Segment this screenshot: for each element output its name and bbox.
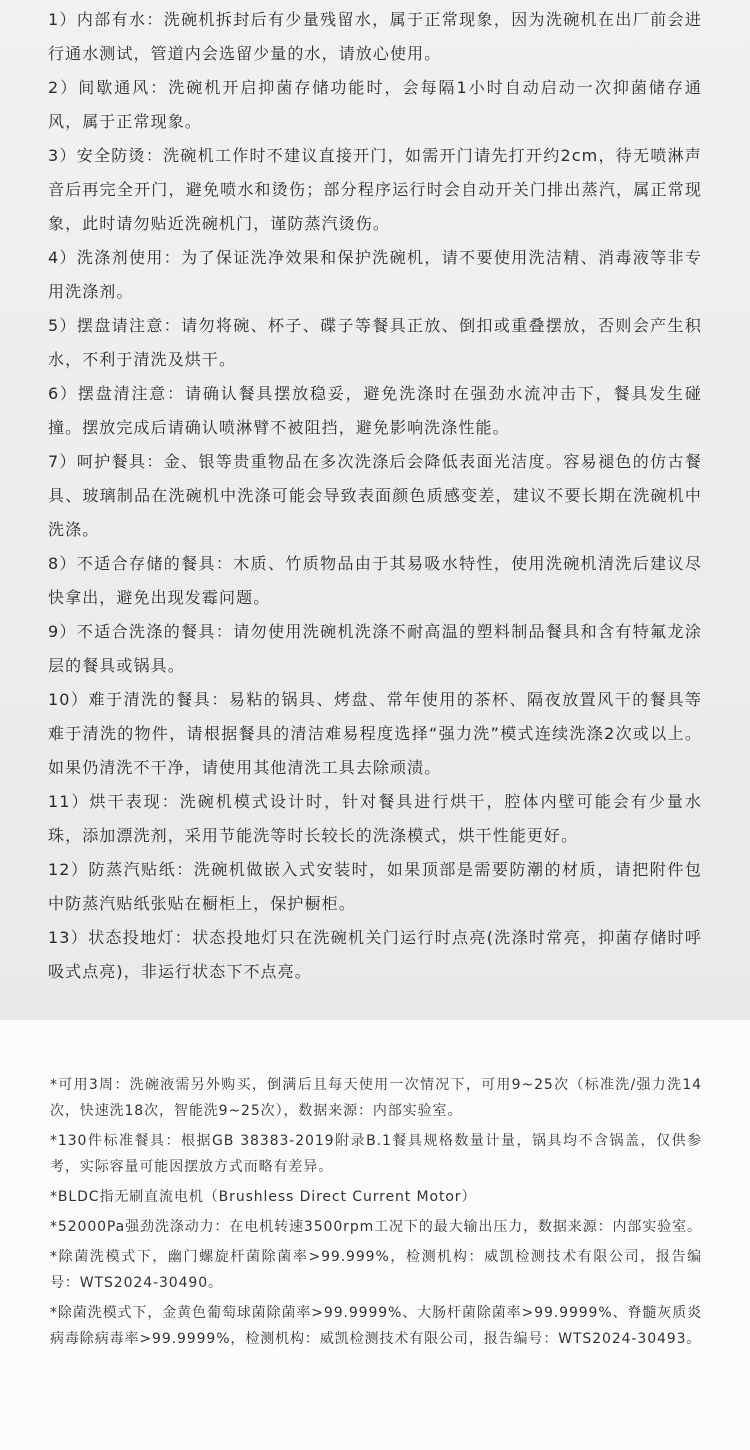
note-intermittent-ventilation: 2）间歇通风：洗碗机开启抑菌存储功能时，会每隔1小时自动启动一次抑菌储存通风，属于正常现象。 xyxy=(48,78,702,131)
footnote-52000pa: *52000Pa强劲洗涤动力：在电机转速3500rpm工况下的最大输出压力，数据来源：内部实验室。 xyxy=(50,1219,702,1235)
note-anti-scald: 3）安全防烫：洗碗机工作时不建议直接开门，如需开门请先打开约2cm，待无喷淋声音后再完全开门，避免喷水和烫伤；部分程序运行时会自动开关门排出蒸汽，属正常现象，此时请勿贴近洗碗机门，谨防蒸汽烫伤。 xyxy=(48,146,702,233)
footnote-130-pieces: *130件标准餐具：根据GB 38383-2019附录B.1餐具规格数量计量，锅具均不含锅盖，仅供参考，实际容量可能因摆放方式而略有差异。 xyxy=(50,1133,702,1175)
note-internal-water: 1）内部有水：洗碗机拆封后有少量残留水，属于正常现象，因为洗碗机在出厂前会进行通水测试，管道内会选留少量的水，请放心使用。 xyxy=(48,10,702,63)
footnote-h-pylori: *除菌洗模式下，幽门螺旋杆菌除菌率>99.999%，检测机构：威凯检测技术有限公司，报告编号：WTS2024-30490。 xyxy=(50,1249,702,1291)
note-status-floor-light: 13）状态投地灯：状态投地灯只在洗碗机关门运行时点亮(洗涤时常亮，抑菌存储时呼吸式点亮)，非运行状态下不点亮。 xyxy=(48,928,702,981)
footnote-bldc: *BLDC指无刷直流电机（Brushless Direct Current Motor） xyxy=(50,1189,477,1205)
footnote-3-weeks: *可用3周：洗碗液需另外购买，倒满后且每天使用一次情况下，可用9~25次（标准洗/强力洗14次，快速洗18次，智能洗9~25次），数据来源：内部实验室。 xyxy=(50,1077,702,1119)
note-tableware-care: 7）呵护餐具：金、银等贵重物品在多次洗涤后会降低表面光洁度。容易褪色的仿古餐具、玻璃制品在洗碗机中洗涤可能会导致表面颜色质感变差，建议不要长期在洗碗机中洗涤。 xyxy=(48,452,702,539)
footnotes-section xyxy=(0,1020,750,1450)
note-anti-steam-sticker: 12）防蒸汽贴纸：洗碗机做嵌入式安装时，如果顶部是需要防潮的材质，请把附件包中防蒸汽贴纸张贴在橱柜上，保护橱柜。 xyxy=(48,860,702,913)
note-unsuitable-storage: 8）不适合存储的餐具：木质、竹质物品由于其易吸水特性，使用洗碗机清洗后建议尽快拿出，避免出现发霉问题。 xyxy=(48,554,702,607)
footnote-sterilization: *除菌洗模式下，金黄色葡萄球菌除菌率>99.9999%、大肠杆菌除菌率>99.9999%、脊髓灰质炎病毒除病毒率>99.9999%，检测机构：威凯检测技术有限公司，报告编号：WTS2024-30493。 xyxy=(50,1305,702,1347)
note-dish-stability: 6）摆盘清注意：请确认餐具摆放稳妥，避免洗涤时在强劲水流冲击下，餐具发生碰撞。摆放完成后请确认喷淋臂不被阻挡，避免影响洗涤性能。 xyxy=(48,384,702,437)
note-detergent-use: 4）洗涤剂使用：为了保证洗净效果和保护洗碗机，请不要使用洗洁精、消毒液等非专用洗涤剂。 xyxy=(48,248,702,301)
note-dish-placement: 5）摆盘请注意：请勿将碗、杯子、碟子等餐具正放、倒扣或重叠摆放，否则会产生积水，不利于清洗及烘干。 xyxy=(48,316,702,369)
note-hard-to-clean: 10）难于清洗的餐具：易粘的锅具、烤盘、常年使用的茶杯、隔夜放置风干的餐具等难于清洗的物件，请根据餐具的清洁难易程度选择“强力洗”模式连续洗涤2次或以上。如果仍清洗不干净，请使用其他清洗工具去除顽渍。 xyxy=(48,690,702,777)
note-drying-performance: 11）烘干表现：洗碗机模式设计时，针对餐具进行烘干，腔体内壁可能会有少量水珠，添加漂洗剂，采用节能洗等时长较长的洗涤模式，烘干性能更好。 xyxy=(48,792,702,845)
note-unsuitable-washing: 9）不适合洗涤的餐具：请勿使用洗碗机洗涤不耐高温的塑料制品餐具和含有特氟龙涂层的餐具或锅具。 xyxy=(48,622,702,675)
